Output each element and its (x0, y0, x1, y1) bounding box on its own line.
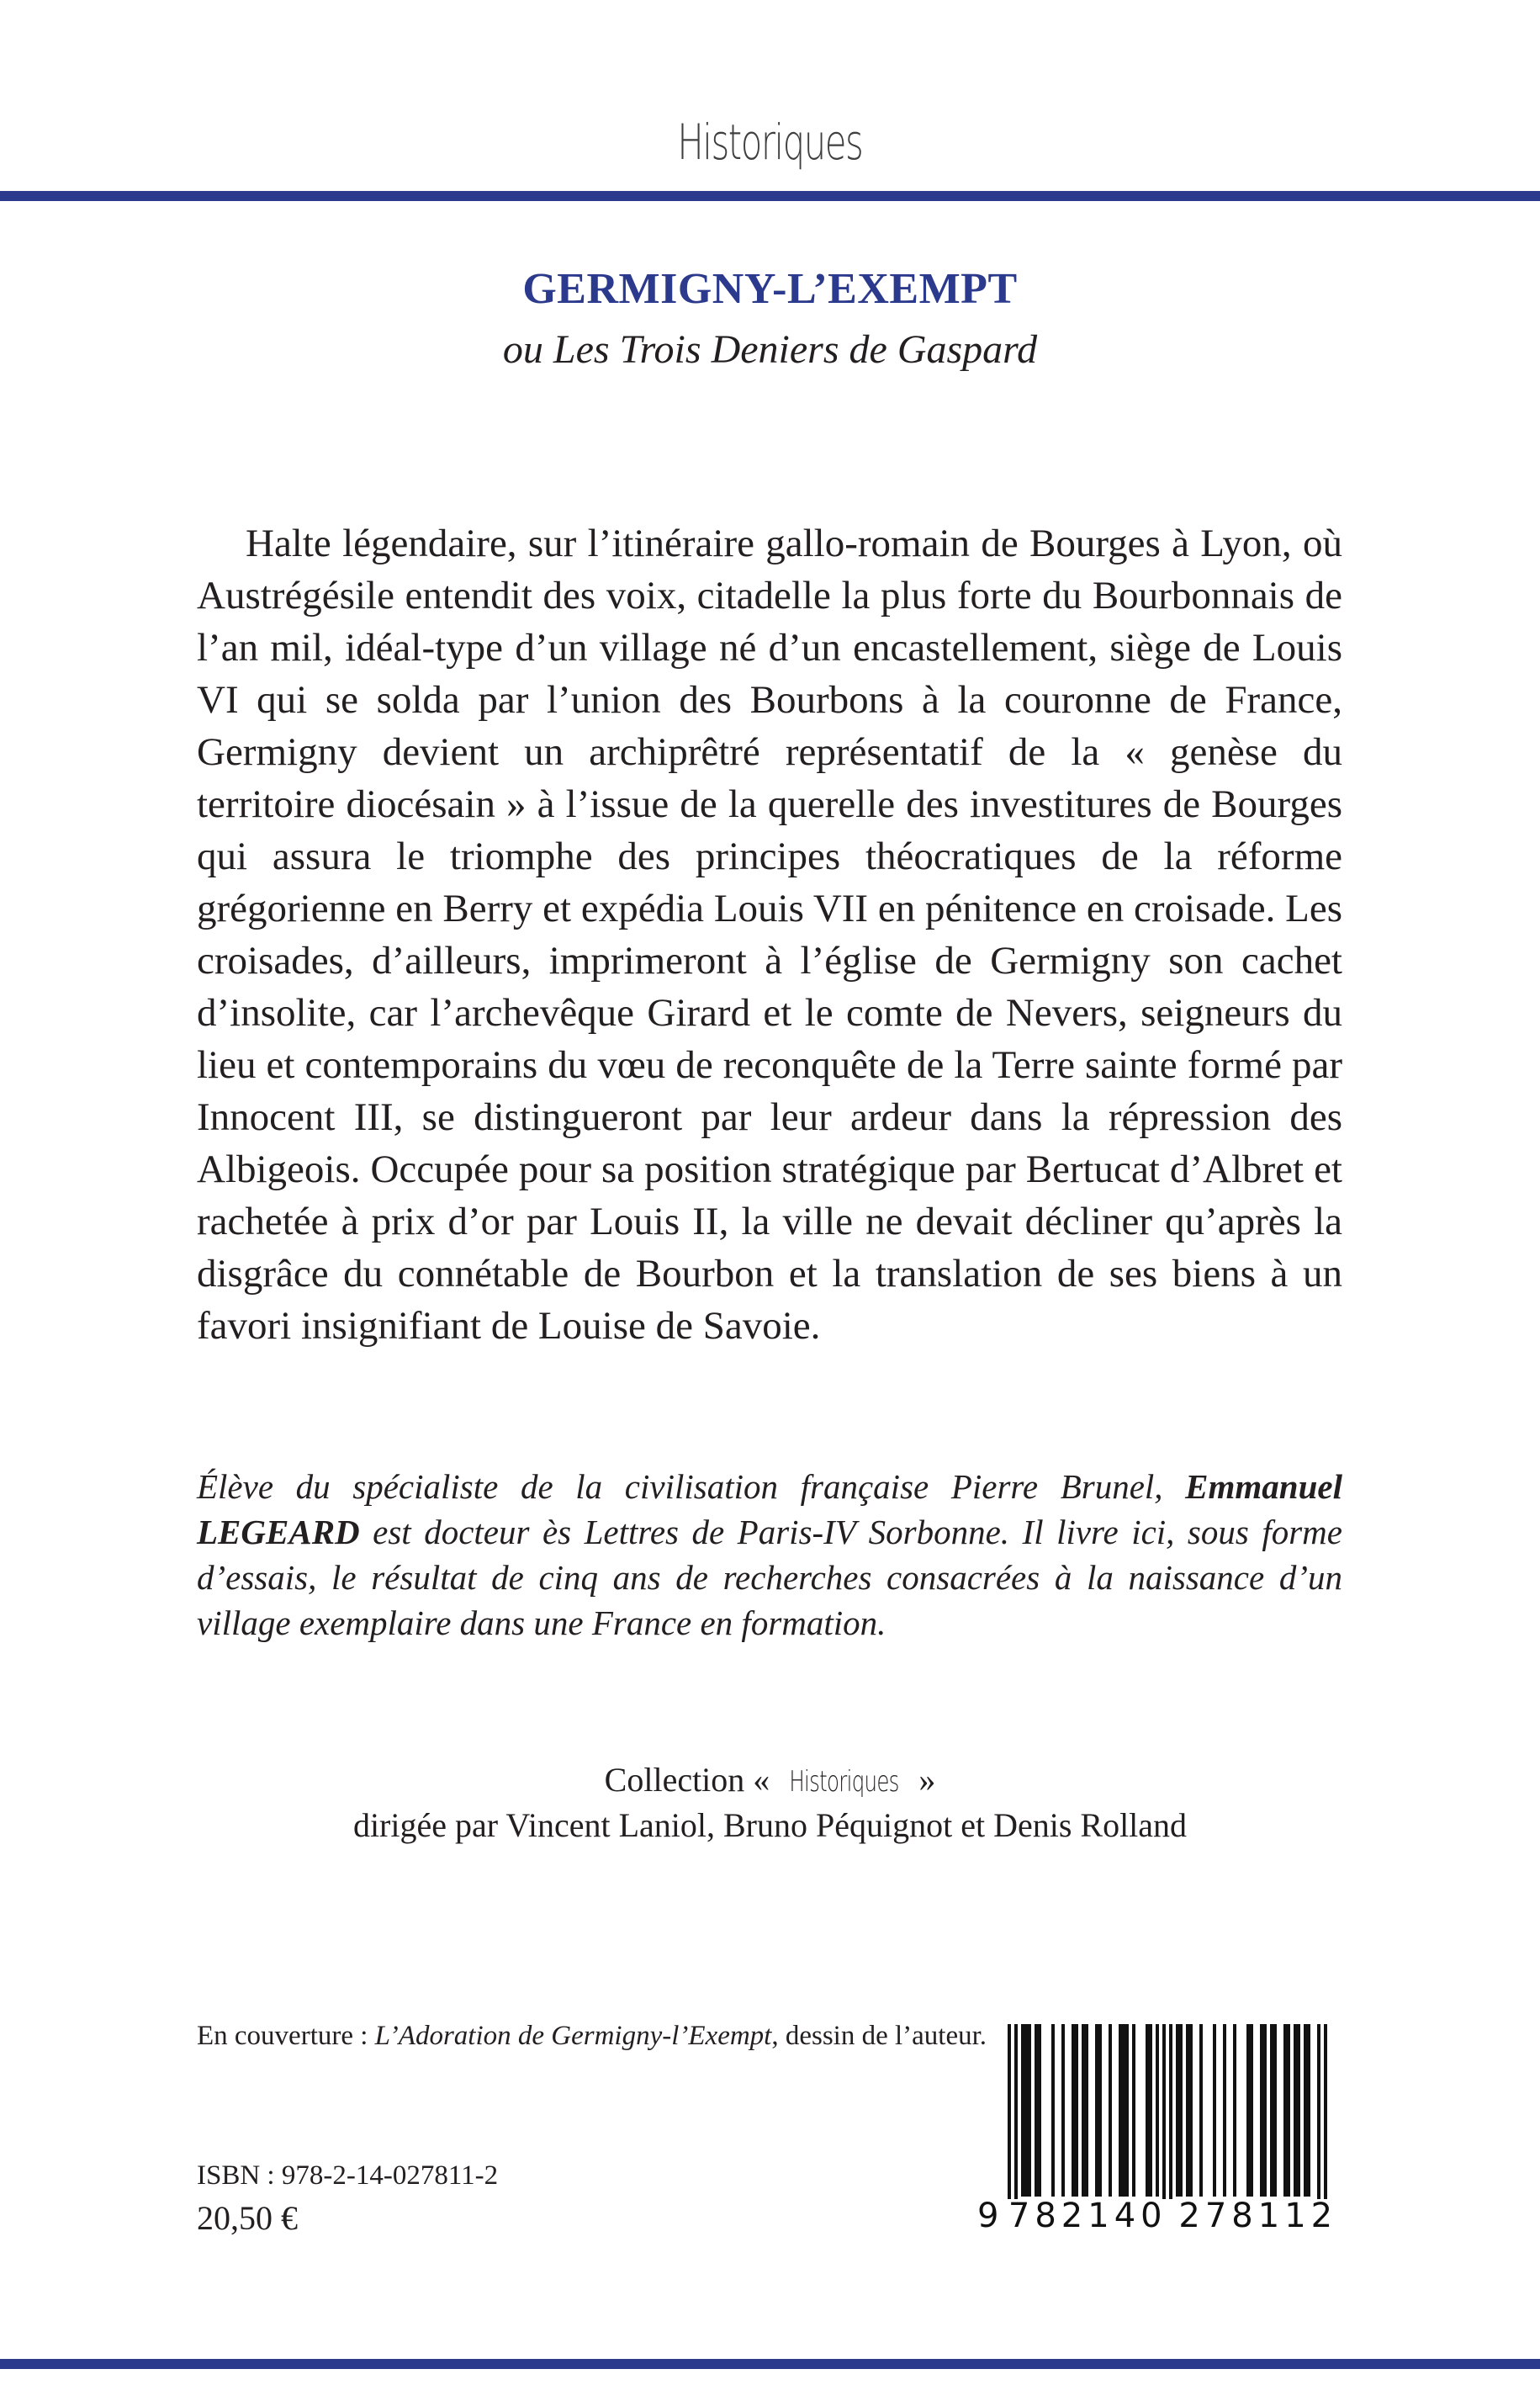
barcode-bar (1307, 2024, 1310, 2197)
author-bio-intro: Élève du spécialiste de la civilisation française Pierre Brunel, (197, 1467, 1186, 1506)
barcode-bar (1156, 2024, 1159, 2197)
book-subtitle: ou Les Trois Deniers de Gaspard (502, 327, 1038, 372)
barcode-bar (1061, 2024, 1065, 2197)
barcode-right-group: 278112 (1178, 2197, 1338, 2235)
barcode-bar (1169, 2024, 1172, 2226)
barcode-bar (1294, 2024, 1297, 2197)
barcode-bar (1082, 2024, 1085, 2197)
barcode-digits (977, 2199, 1343, 2233)
barcode-bar (1283, 2024, 1287, 2197)
barcode-bar (1270, 2024, 1273, 2197)
cover-credit-work: L’Adoration de Germigny-l’Exempt (374, 2021, 772, 2051)
author-name: Emmanuel LEGEARD (197, 1467, 1342, 1551)
barcode-bar (1072, 2024, 1075, 2197)
series-logo: Historiques (677, 114, 863, 171)
blurb-paragraph: Halte légendaire, sur l’itinéraire gallo-romain de Bourges à Lyon, où Austrégésile entendit des voix, citadelle la plus forte du Bourbonnais de l’an mil, idéal-type d’un village né d’un encastellement, siège de Louis VI qui se solda par l’union des Bourbons à la couronne de France, Germigny devient un archiprêtré représentatif de la « genèse du territoire diocésain » à l’issue de la querelle des investitures de Bourges qui assura le triomphe des principes théocratiques de la réforme grégorienne en Berry et expédia Louis VII en pénitence en croisade. Les croisades, d’ailleurs, imprimeront à l’église de Germigny son cachet d’insolite, car l’archevêque Girard et le comte de Nevers, seigneurs du lieu et contemporains du vœu de reconquête de la Terre sainte formé par Innocent III, se distingueront par leur ardeur dans la répression des Albigeois. Occupée pour sa position stratégique par Bertucat d’Albret et rachetée à prix d’or par Louis II, la ville ne devait décliner qu’après la disgrâce du connétable de Bourbon et la translation de ses biens à un favori insignifiant de Louise de Savoie. (197, 522, 1342, 1348)
barcode-bar (1250, 2024, 1253, 2197)
barcode-bar (1176, 2024, 1179, 2197)
collection-line (0, 1758, 1540, 1804)
barcode-bar (1246, 2024, 1250, 2197)
barcode-bar (1021, 2024, 1024, 2197)
barcode-bar (1260, 2024, 1263, 2197)
cover-credit (197, 2022, 987, 2050)
cover-credit-prefix: En couverture : (197, 2021, 375, 2051)
barcode-bar (1263, 2024, 1267, 2197)
barcode-bar (1179, 2024, 1183, 2197)
collection-editors: dirigée par Vincent Laniol, Bruno Péquignot et Denis Rolland (352, 1806, 1188, 1844)
barcode-bar (1028, 2024, 1031, 2197)
barcode-left-group: 782140 (1008, 2197, 1167, 2235)
collection-suffix: » (910, 1761, 936, 1799)
barcode-bar (1085, 2024, 1088, 2197)
barcode-bar (1186, 2024, 1189, 2197)
barcode-bar (1162, 2024, 1166, 2226)
barcode-bar (1051, 2024, 1055, 2197)
price-text: 20,50 € (197, 2199, 298, 2237)
barcode-bar (1213, 2024, 1216, 2197)
barcode-bar (1125, 2024, 1129, 2197)
barcode-bar (1324, 2024, 1327, 2226)
author-bio-rest: est docteur ès Lettres de Paris-IV Sorbonne. Il livre ici, sous forme d’essais, le résultat de cinq ans de recherches consacrées à la naissance d’un village exemplaire dans une France en formation. (197, 1513, 1342, 1642)
barcode-bar (1095, 2024, 1098, 2197)
barcode-bar (1122, 2024, 1125, 2197)
barcode-bar (1109, 2024, 1112, 2197)
bottom-rule (0, 2359, 1540, 2369)
barcode-bar (1008, 2024, 1011, 2226)
top-rule (0, 191, 1540, 201)
collection-prefix: Collection « (604, 1761, 779, 1799)
book-title: GERMIGNY-L’EXEMPT (522, 265, 1018, 313)
collection-series-logo: Historiques (789, 1765, 899, 1799)
isbn-text: ISBN : 978-2-14-027811-2 (197, 2160, 499, 2191)
barcode-bar (1146, 2024, 1149, 2197)
barcode-bar (1038, 2024, 1041, 2197)
barcode-bar (1149, 2024, 1152, 2197)
barcode-bar (1273, 2024, 1277, 2197)
barcode-bar (1199, 2024, 1203, 2197)
barcode-bar (1317, 2024, 1320, 2226)
barcode-bar (1075, 2024, 1078, 2197)
barcode-bar (1223, 2024, 1226, 2197)
barcode-bar (1098, 2024, 1102, 2197)
barcode-bar (1297, 2024, 1300, 2197)
barcode-bar (1024, 2024, 1028, 2197)
barcode-bar (1287, 2024, 1290, 2197)
barcode-bar (1132, 2024, 1135, 2197)
barcode-bar (1233, 2024, 1236, 2197)
cover-credit-suffix: , dessin de l’auteur. (771, 2021, 987, 2051)
barcode-bar (1014, 2024, 1018, 2226)
barcode-bar (1119, 2024, 1122, 2197)
collection-info (0, 1758, 1540, 1847)
barcode-bar (1304, 2024, 1307, 2197)
author-bio (197, 1464, 1342, 1646)
barcode-bar (1189, 2024, 1193, 2197)
barcode-lead-digit: 9 (977, 2197, 999, 2235)
barcode-bar (1035, 2024, 1038, 2197)
